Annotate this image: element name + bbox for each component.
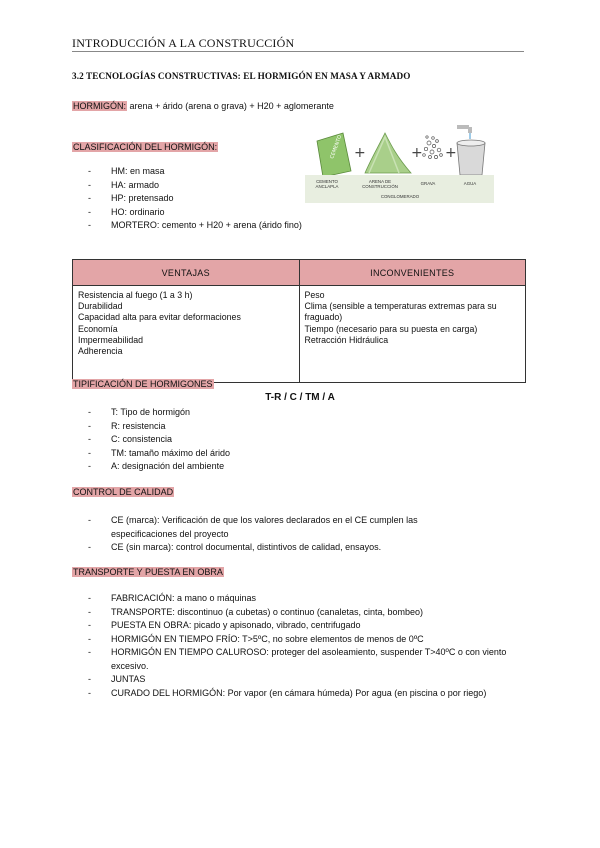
label-grava: GRAVA [420, 181, 436, 186]
list-item: - CE (sin marca): control documental, distintivos de calidad, ensayos. [88, 541, 478, 555]
hormigon-text: arena + árido (arena o grava) + H20 + aglomerante [127, 101, 334, 111]
hormigon-definition [72, 100, 334, 114]
list-item: Clima (sensible a temperaturas extremas para su fraguado) [304, 301, 497, 323]
gravel-icon [423, 136, 443, 159]
list-item: - HORMIGÓN EN TIEMPO FRÍO: T>5ºC, no sobre elementos de menos de 0ºC [88, 633, 528, 647]
list-item: - A: designación del ambiente [88, 460, 388, 474]
list-item: Tiempo (necesario para su puesta en carga) [304, 323, 478, 334]
list-item: - C: consistencia [88, 433, 388, 447]
list-item: Retracción Hidráulica [304, 334, 389, 345]
list-item: Economía [78, 323, 118, 334]
list-item: - HORMIGÓN EN TIEMPO CALUROSO: proteger del asoleamiento, suspender T>40ºC o con viento excesivo. [88, 646, 528, 673]
list-item: - HA: armado [88, 179, 348, 193]
transporte-heading [72, 566, 224, 580]
list-item: Resistencia al fuego (1 a 3 h) [78, 290, 193, 300]
control-title: CONTROL DE CALIDAD [73, 487, 174, 497]
table-header-row [73, 260, 526, 286]
plus-sign: + [411, 145, 423, 161]
list-item: - R: resistencia [88, 420, 388, 434]
figure-labels-band [305, 175, 494, 203]
list-item: - TRANSPORTE: discontinuo (a cubetas) o continuo (canaletas, cinta, bombeo) [88, 606, 528, 620]
list-item: - T: Tipo de hormigón [88, 406, 388, 420]
document-header-title: INTRODUCCIÓN A LA CONSTRUCCIÓN [72, 36, 295, 50]
transporte-title: TRANSPORTE Y PUESTA EN OBRA [73, 567, 223, 577]
inconvenientes-cell [299, 286, 526, 383]
hormigon-label: HORMIGÓN: [73, 101, 126, 111]
plus-sign: + [445, 145, 457, 161]
ventajas-cell [73, 286, 300, 383]
header-divider [72, 51, 524, 52]
list-item: - HP: pretensado [88, 192, 348, 206]
list-item: - TM: tamaño máximo del árido [88, 447, 388, 461]
list-item: - CE (marca): Verificación de que los valores declarados en el CE cumplen las especificaciones del proyecto [88, 514, 478, 541]
list-item: - MORTERO: cemento + H20 + arena (árido fino) [88, 219, 348, 233]
sand-pile-icon [365, 133, 411, 173]
ventajas-header: VENTAJAS [73, 260, 300, 286]
transporte-list [88, 592, 528, 700]
table-row [73, 286, 526, 383]
section-title: 3.2 TECNOLOGÍAS CONSTRUCTIVAS: EL HORMIGÓN EN MASA Y ARMADO [72, 71, 411, 81]
tipificacion-heading [72, 378, 214, 392]
clasificacion-title: CLASIFICACIÓN DEL HORMIGÓN: [73, 142, 218, 152]
control-heading [72, 486, 174, 500]
tipificacion-list [88, 406, 388, 474]
list-item: Impermeabilidad [78, 334, 144, 345]
list-item: Capacidad alta para evitar deformaciones [78, 312, 241, 323]
list-item: - HM: en masa [88, 165, 348, 179]
plus-sign: + [354, 145, 366, 161]
list-item: Adherencia [78, 346, 123, 357]
clasificacion-heading [72, 141, 218, 155]
list-item: - JUNTAS [88, 673, 528, 687]
list-item: Durabilidad [78, 301, 123, 312]
ventajas-inconvenientes-table [72, 259, 526, 383]
list-item: - PUESTA EN OBRA: picado y apisonado, vibrado, centrifugado [88, 619, 528, 633]
list-item: Peso [304, 290, 325, 300]
cement-bag-text: CEMENTO [329, 134, 344, 160]
control-list [88, 514, 478, 555]
label-arena: ARENA DE CONSTRUCCIÓN [362, 179, 398, 189]
inconvenientes-header: INCONVENIENTES [299, 260, 526, 286]
list-item: - FABRICACIÓN: a mano o máquinas [88, 592, 528, 606]
label-cemento: CEMENTO ANCLAPLA [315, 179, 339, 189]
label-conglomerado: CONGLOMERADO [380, 194, 420, 199]
cement-bag-icon [317, 133, 351, 177]
list-item: - CURADO DEL HORMIGÓN: Por vapor (en cámara húmeda) Por agua (en piscina o por riego) [88, 687, 528, 701]
list-item: - HO: ordinario [88, 206, 348, 220]
label-agua: AGUA [463, 181, 477, 186]
water-bucket-icon [457, 125, 485, 175]
tipificacion-title: TIPIFICACIÓN DE HORMIGONES [73, 379, 213, 389]
tipificacion-formula: T-R / C / TM / A [265, 392, 335, 403]
